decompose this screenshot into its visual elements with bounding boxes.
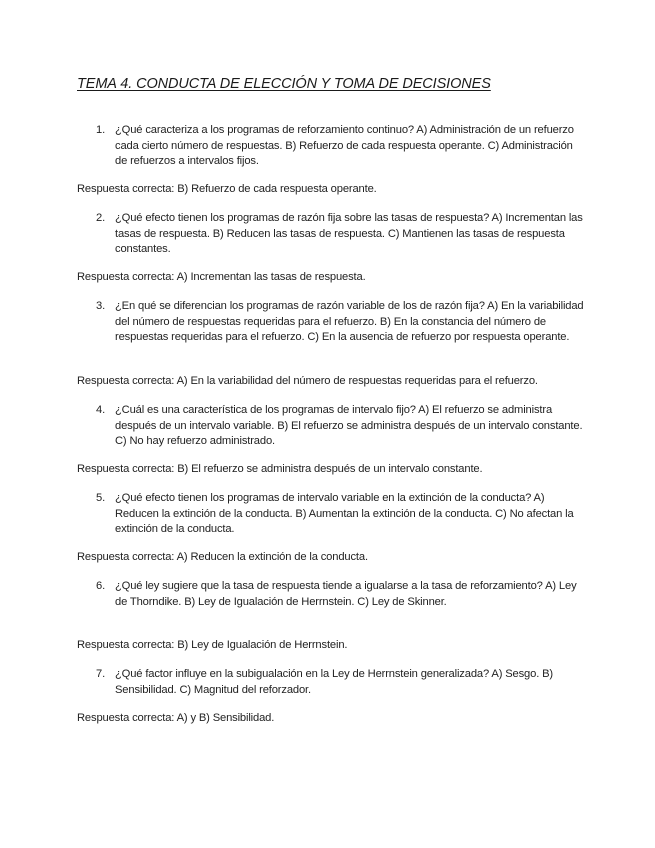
- question-number: 1.: [96, 124, 106, 136]
- answer-text: Respuesta correcta: B) Ley de Igualación de Herrnstein.: [77, 639, 348, 651]
- question-item: [96, 667, 584, 698]
- question-text: ¿Qué ley sugiere que la tasa de respuesta tiende a igualarse a la tasa de reforzamiento? A) Ley de Thorndike. B) Ley de Igualación de Herrnstein. C) Ley de Skinner.: [115, 580, 577, 608]
- answer-text: Respuesta correcta: A) y B) Sensibilidad.: [77, 712, 275, 724]
- page-title: TEMA 4. CONDUCTA DE ELECCIÓN Y TOMA DE DECISIONES: [77, 76, 491, 92]
- answer-text: Respuesta correcta: B) Refuerzo de cada respuesta operante.: [77, 183, 377, 195]
- question-number: 2.: [96, 212, 106, 224]
- question-text: ¿En qué se diferencian los programas de razón variable de los de razón fija? A) En la variabilidad del número de respuestas requeridas para el refuerzo. B) En la constancia del número de respuestas requeridas para el refuerzo. C) En la ausencia de refuerzo por respuesta operante.: [115, 300, 584, 344]
- question-number: 4.: [96, 404, 106, 416]
- answer-text: Respuesta correcta: A) Incrementan las tasas de respuesta.: [77, 271, 366, 283]
- question-item: [96, 491, 584, 538]
- question-item: [96, 299, 584, 346]
- question-item: [96, 579, 584, 610]
- question-text: ¿Qué efecto tienen los programas de intervalo variable en la extinción de la conducta? A) Reducen la extinción de la conducta. B) Aumentan la extinción de la conducta. C) No afectan la extinción de la conducta.: [115, 492, 574, 536]
- question-number: 5.: [96, 492, 106, 504]
- question-number: 6.: [96, 580, 106, 592]
- question-number: 3.: [96, 300, 106, 312]
- question-item: [96, 123, 584, 170]
- question-number: 7.: [96, 668, 106, 680]
- question-text: ¿Qué efecto tienen los programas de razón fija sobre las tasas de respuesta? A) Incrementan las tasas de respuesta. B) Reducen las tasas de respuesta. C) Mantienen las tasas de respuesta constantes.: [115, 212, 583, 256]
- question-item: [96, 403, 584, 450]
- question-item: [96, 211, 584, 258]
- question-text: ¿Qué caracteriza a los programas de reforzamiento continuo? A) Administración de un refuerzo cada cierto número de respuestas. B) Refuerzo de cada respuesta operante. C) Administración de refuerzos a intervalos fijos.: [115, 124, 574, 168]
- answer-text: Respuesta correcta: A) En la variabilidad del número de respuestas requeridas para el refuerzo.: [77, 375, 538, 387]
- question-text: ¿Qué factor influye en la subigualación en la Ley de Herrnstein generalizada? A) Sesgo. B) Sensibilidad. C) Magnitud del reforzador.: [115, 668, 553, 696]
- answer-text: Respuesta correcta: A) Reducen la extinción de la conducta.: [77, 551, 368, 563]
- answer-text: Respuesta correcta: B) El refuerzo se administra después de un intervalo constante.: [77, 463, 483, 475]
- question-text: ¿Cuál es una característica de los programas de intervalo fijo? A) El refuerzo se administra después de un intervalo variable. B) El refuerzo se administra después de un intervalo constante. C) No hay refuerzo administrado.: [115, 404, 583, 448]
